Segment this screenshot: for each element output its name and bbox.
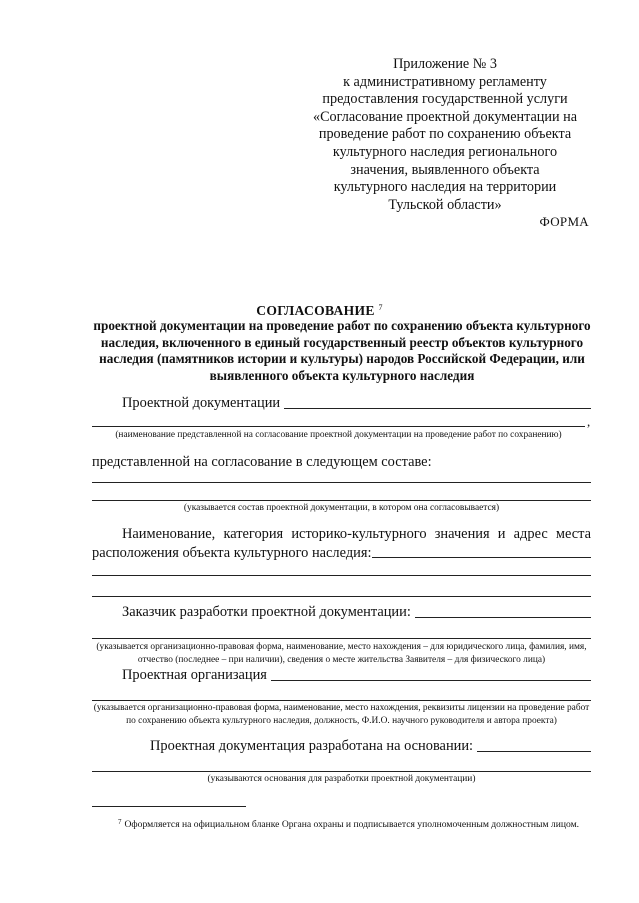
- basis-field[interactable]: [477, 750, 591, 752]
- design-org-label: Проектная организация: [122, 667, 267, 683]
- basis-hint: (указываются основания для разработки проектной документации): [207, 774, 476, 784]
- object-field-line3[interactable]: [92, 596, 591, 597]
- appendix-line: культурного наследия регионального: [332, 143, 558, 160]
- appendix-line: «Согласование проектной документации на: [313, 108, 577, 125]
- document-title: [0, 303, 639, 319]
- project-docs-field-line2[interactable]: [92, 426, 585, 427]
- footnote-divider: [92, 806, 246, 807]
- composition-label: представленной на согласование в следующем составе:: [92, 454, 432, 470]
- customer-label: Заказчик разработки проектной документации:: [122, 604, 411, 620]
- customer-row: [122, 604, 591, 621]
- design-org-row: [122, 667, 591, 684]
- customer-field[interactable]: [415, 616, 591, 618]
- project-docs-comma: ,: [587, 414, 591, 429]
- appendix-line: значения, выявленного объекта: [350, 161, 540, 178]
- appendix-line: к административному регламенту: [343, 73, 547, 90]
- appendix-line: Приложение № 3: [393, 56, 497, 72]
- basis-field-line2[interactable]: [92, 771, 591, 772]
- basis-label: Проектная документация разработана на основании:: [150, 738, 474, 754]
- appendix-line: предоставления государственной услуги: [322, 91, 568, 108]
- project-docs-field[interactable]: [284, 407, 591, 409]
- composition-hint: (указывается состав проектной документации, в котором она согласовывается): [183, 503, 500, 513]
- customer-field-line2[interactable]: [92, 638, 591, 639]
- document-subtitle: проектной документации на проведение работ по сохранению объекта культурного наследия, включенного в единый государственный реестр объектов культурного наследия (памятников истории и культуры) народов Российской Федерации, или выявленного объекта культурного наследия: [93, 318, 591, 383]
- design-org-field-line2[interactable]: [92, 700, 591, 701]
- project-docs-hint: (наименование представленной на согласование проектной документации на проведение работ по сохранению): [115, 430, 562, 440]
- document-title-text: СОГЛАСОВАНИЕ: [256, 303, 375, 318]
- footnote: [118, 818, 579, 830]
- customer-hint: (указывается организационно-правовая форма, наименование, место нахождения – для юридического лица, фамилия, имя, отчество (последнее – при наличии), сведения о месте жительства Заявителя – для физического лица): [96, 642, 587, 665]
- appendix-header: [300, 56, 590, 214]
- appendix-line: проведение работ по сохранению объекта: [318, 126, 572, 143]
- appendix-line: Тульской области»: [388, 196, 502, 213]
- footnote-mark: 7: [118, 818, 122, 826]
- project-docs-label: Проектной документации: [122, 395, 281, 411]
- object-field-line1[interactable]: [372, 557, 591, 558]
- title-footnote-mark: 7: [378, 303, 383, 312]
- footnote-text: Оформляется на официальном бланке Органа охраны и подписывается уполномоченным должностным лицом.: [124, 819, 580, 830]
- composition-field-line1[interactable]: [92, 482, 591, 483]
- project-docs-row: [122, 395, 591, 412]
- object-label: Наименование, категория историко-культурного значения и адрес места расположения объекта культурного наследия:: [92, 526, 591, 561]
- design-org-field[interactable]: [271, 679, 591, 681]
- form-label: ФОРМА: [539, 214, 589, 229]
- design-org-hint: (указывается организационно-правовая форма, наименование, место нахождения, реквизиты лицензии на проведение работ по сохранению объекта культурного наследия, должность, Ф.И.О. научного руководителя и автора проекта): [93, 703, 590, 726]
- appendix-line: культурного наследия на территории: [333, 179, 557, 196]
- composition-field-line2[interactable]: [92, 500, 591, 501]
- basis-row: [150, 738, 591, 755]
- object-field-line2[interactable]: [92, 575, 591, 576]
